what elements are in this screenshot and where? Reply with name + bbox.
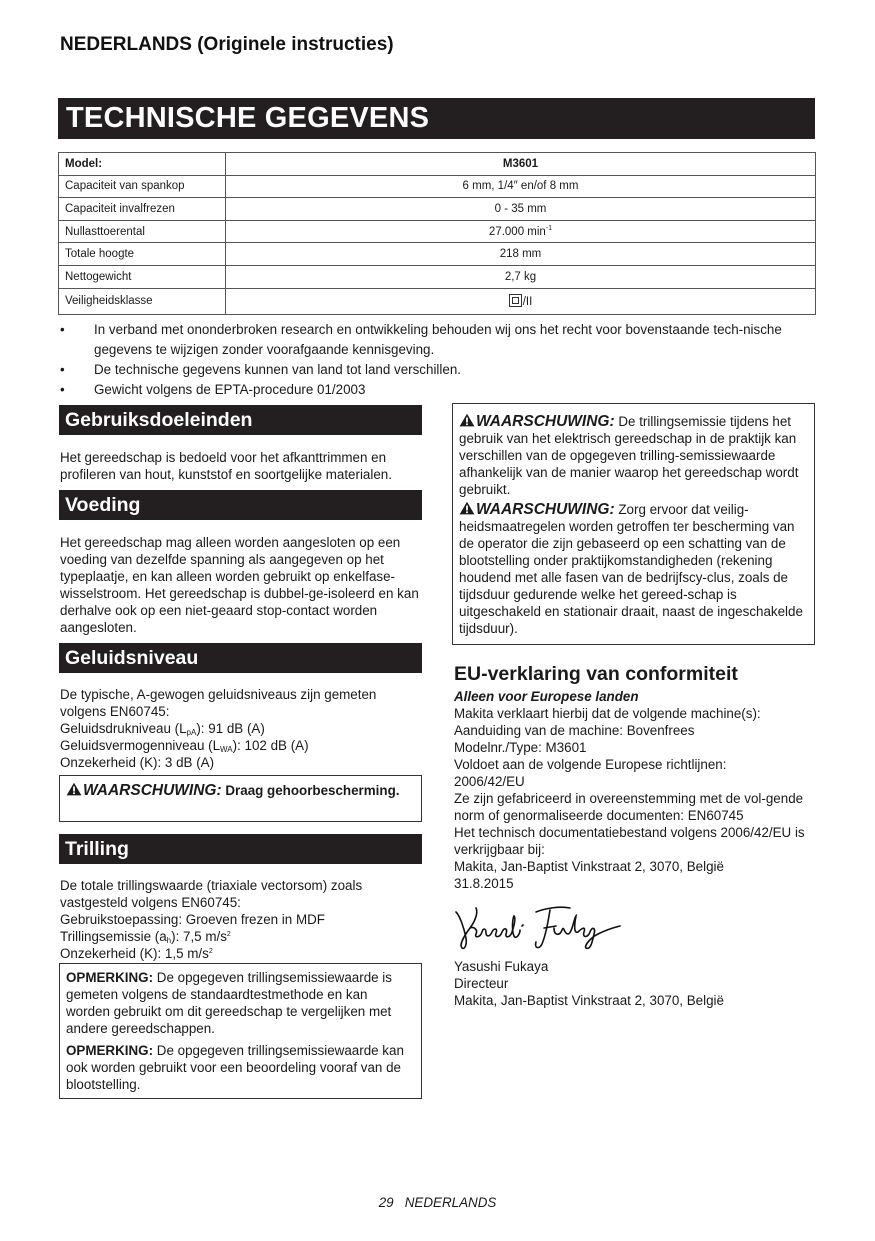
spec-value [226,288,816,314]
eu-line: Makita, Jan-Baptist Vinkstraat 2, 3070, België [454,859,724,874]
eu-line: Het technisch documentatiebestand volgens 2006/42/EU is verkrijgbaar bij: [454,825,805,857]
eu-line: Voldoet aan de volgende Europese richtlijnen: [454,757,727,772]
eu-line: Modelnr./Type: M3601 [454,740,587,755]
eu-line: 31.8.2015 [454,876,514,891]
bullet: • [60,382,65,397]
spec-value: 218 mm [226,243,816,266]
eu-line: Ze zijn gefabriceerd in overeenstemming met de vol-gende norm of genormaliseerde documenten: EN60745 [454,791,804,823]
vibration-warning-paragraph-2 [459,501,808,637]
no-load-speed-value: 27.000 min [488,225,546,238]
signatory-address: Makita, Jan-Baptist Vinkstraat 2, 3070, België [454,993,724,1008]
note-text: De opgegeven trillingsemissiewaarde kan ook worden gebruikt voor een beoordeling vooraf van de blootstelling. [66,1043,404,1092]
vibration-emission-line [60,928,426,945]
hearing-warning-text: Draag gehoorbescherming. [225,783,400,798]
eu-declaration-body [454,688,824,892]
gebruik-text: Het gereedschap is bedoeld voor het afkanttrimmen en profileren van hout, kunststof en soortgelijke materialen. [60,450,392,482]
spec-label: Totale hoogte [59,243,226,266]
signatory-block [454,958,824,1009]
note-label: OPMERKING: [66,970,154,985]
eu-line: 2006/42/EU [454,774,525,789]
vibration-emission-value: ): 7,5 m/s [171,929,227,944]
warning-triangle-icon [459,413,475,427]
page-number: 29 [378,1195,394,1210]
geluid-intro: De typische, A-gewogen geluidsniveaus zijn gemeten volgens EN60745: [60,687,377,719]
spec-label: Capaciteit invalfrezen [59,198,226,221]
section-heading-trilling: Trilling [59,834,422,864]
table-row [59,220,816,243]
warning-triangle-icon [66,782,82,796]
vibration-uncertainty: Onzekerheid (K): 1,5 m/s [60,946,209,961]
sound-pressure-value: ): 91 dB (A) [196,721,265,736]
warning-triangle-icon [459,501,475,515]
spec-label: Nettogewicht [59,265,226,288]
specifications-table [58,152,816,315]
voeding-text: Het gereedschap mag alleen worden aangesloten op een voeding van dezelfde spanning als aangegeven op het typeplaatje, en kan alleen worden gebruikt op enkelfase-wisselstroom. Het gereedschap is dubbel-ge-isoleerd en kan derhalve ook op een niet-geaard stop-contact worden aangesloten. [60,535,419,635]
list-item [60,320,820,360]
geluid-block [60,686,426,771]
vibration-emission-subscript: h [166,936,172,945]
page-footer [0,1195,875,1210]
table-row [59,175,816,198]
sound-power-line [60,737,426,754]
note-paragraph-1 [66,969,415,1037]
warning-label: WAARSCHUWING: [83,782,222,799]
table-row [59,288,816,314]
eu-subheading: Alleen voor Europese landen [454,689,639,704]
note-text: In verband met ononderbroken research en ontwikkeling behouden wij ons het recht voor bovenstaande tech-nische gegevens te wijzigen zonder voorafgaande kennisgeving. [94,322,782,357]
unit-exponent: 2 [226,931,231,938]
spec-value: 0 - 35 mm [226,198,816,221]
safety-class-value: /II [522,296,533,309]
unit-exponent: -1 [545,224,553,232]
warning-label: WAARSCHUWING: [476,413,615,430]
double-insulation-icon [509,294,522,307]
bullet: • [60,362,65,377]
spec-label: Nullasttoerental [59,220,226,243]
spec-label: Veiligheidsklasse [59,288,226,314]
work-mode-line: Gebruikstoepassing: Groeven frezen in MDF [60,912,325,927]
eu-line: Makita verklaart hierbij dat de volgende machine(s): [454,706,761,721]
model-label: Model: [59,153,226,176]
section-heading-geluid: Geluidsniveau [59,643,422,673]
section-heading-gebruik: Gebruiksdoeleinden [59,405,422,435]
bullet: • [60,322,65,337]
footer-language: NEDERLANDS [404,1195,497,1210]
trilling-block [60,877,426,962]
page-title: TECHNISCHE GEGEVENS [58,98,815,139]
sound-power-label: Geluidsvermogenniveau (L [60,738,221,753]
spec-value [226,220,816,243]
table-row [59,198,816,221]
sound-pressure-label: Geluidsdrukniveau (L [60,721,187,736]
signatory-position: Directeur [454,976,509,991]
note-paragraph-2 [66,1042,415,1093]
vibration-warning-box [452,403,815,645]
sound-pressure-line [60,720,426,737]
model-value: M3601 [226,153,816,176]
note-text: De opgegeven trillingsemissiewaarde is gemeten volgens de standaardtestmethode en kan worden gebruikt om dit gereedschap te vergelijken met andere gereedschappen. [66,970,392,1036]
note-text: De technische gegevens kunnen van land tot land verschillen. [94,362,461,377]
spec-label: Capaciteit van spankop [59,175,226,198]
vibration-uncertainty-line [60,945,426,962]
section-heading-voeding: Voeding [59,490,422,520]
sound-power-subscript: WA [220,745,233,754]
warning-label: WAARSCHUWING: [476,501,615,518]
vibration-emission-label: Trillingsemissie (a [60,929,167,944]
vibration-warning-paragraph-1 [459,413,808,498]
note-label: OPMERKING: [66,1043,154,1058]
vibration-warning-text: De trillingsemissie tijdens het gebruik van het elektrisch gereedschap in de praktijk kan verschillen van de opgegeven trilling-semissiewaarde afhankelijk van de manier waarop het gereedschap wordt gebruikt. [459,414,799,497]
note-box [59,963,422,1099]
spec-notes-list [60,320,820,400]
hearing-warning-box [59,775,422,822]
sound-uncertainty: Onzekerheid (K): 3 dB (A) [60,755,215,770]
note-text: Gewicht volgens de EPTA-procedure 01/2003 [94,382,366,397]
table-row [59,153,816,176]
list-item [60,360,820,380]
table-row [59,243,816,266]
signatory-name: Yasushi Fukaya [454,959,549,974]
language-header: NEDERLANDS (Originele instructies) [60,34,394,55]
table-row [59,265,816,288]
eu-line: Aanduiding van de machine: Bovenfrees [454,723,695,738]
spec-value: 2,7 kg [226,265,816,288]
eu-declaration-heading: EU-verklaring van conformiteit [454,663,738,685]
vibration-warning-text: Zorg ervoor dat veilig-heidsmaatregelen worden getroffen ter bescherming van de operator die zijn gebaseerd op een schatting van de blootstelling onder praktijkomstandigheden (rekening houdend met alle fasen van de bedrijfscy-clus, zoals de tijdsduur gedurende welke het gereed-schap is uitgeschakeld en stationair draait, naast de ingeschakelde tijdsduur). [459,502,803,636]
sound-pressure-subscript: pA [186,728,197,737]
trilling-intro: De totale trillingswaarde (triaxiale vectorsom) zoals vastgesteld volgens EN60745: [60,878,363,910]
sound-power-value: ): 102 dB (A) [232,738,309,753]
signature-image [450,898,630,956]
list-item [60,380,820,400]
unit-exponent: 2 [208,948,213,955]
spec-value: 6 mm, 1/4″ en/of 8 mm [226,175,816,198]
